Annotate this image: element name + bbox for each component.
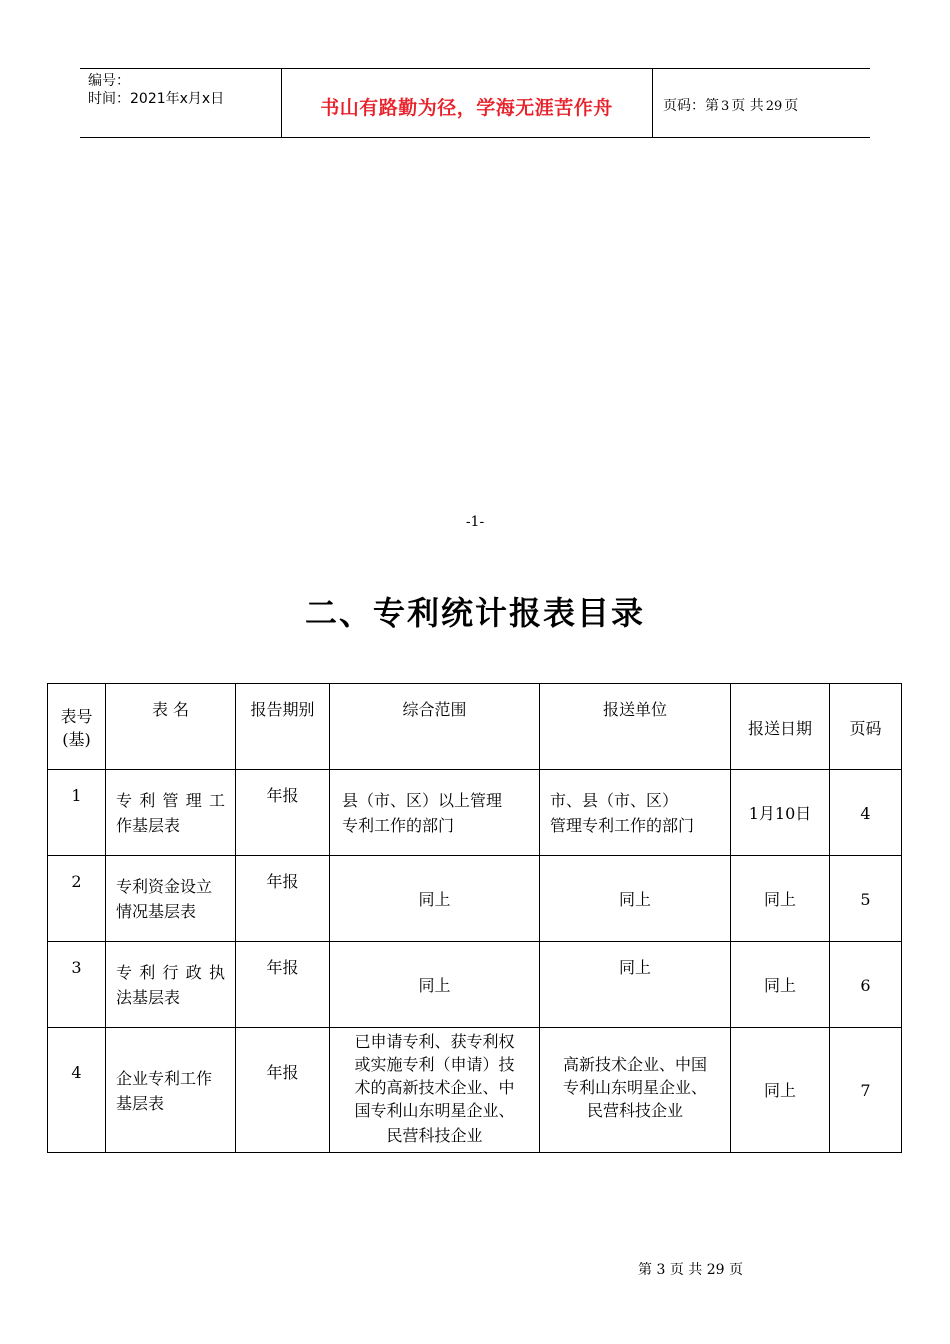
header-motto: 书山有路勤为径，学海无涯苦作舟 xyxy=(320,97,613,119)
page-number-mark: -1- xyxy=(465,514,485,530)
row-scope-cont: 专利工作的部门 xyxy=(342,816,455,835)
footer-mid: 页 共 xyxy=(669,1262,703,1278)
row-submission-date: 1月10日 xyxy=(748,804,812,823)
header-meta-cell xyxy=(80,69,282,137)
header-motto-cell xyxy=(281,69,653,137)
row-page: 6 xyxy=(860,976,871,995)
header-table-name xyxy=(106,684,236,770)
header-table-no xyxy=(48,684,106,770)
header-page-current: 3 xyxy=(721,99,730,114)
row-submitting-unit-cont: 管理专利工作的部门 xyxy=(550,816,695,835)
row-scope: 同上 xyxy=(418,890,451,909)
row-table-name-cont: 基层表 xyxy=(116,1094,165,1113)
row-submission-date: 同上 xyxy=(763,1081,796,1100)
row-number: 2 xyxy=(71,872,82,891)
page-footer xyxy=(638,1259,743,1279)
row-table-name: 专利行政执 xyxy=(116,963,225,982)
row-submitting-unit: 市、县（市、区） xyxy=(550,791,679,810)
row-submitting-unit: 同上 xyxy=(618,890,651,909)
row-number: 4 xyxy=(71,1063,82,1082)
header-submitting-unit xyxy=(540,684,731,770)
table-row xyxy=(48,1028,902,1153)
header-page xyxy=(830,684,902,770)
row-table-name-cont: 法基层表 xyxy=(116,988,181,1007)
row-scope: 已申请专利、获专利权 xyxy=(354,1032,515,1051)
row-scope-cont: 术的高新技术企业、中 xyxy=(354,1078,515,1097)
header-table-no-line2: (基) xyxy=(62,730,91,749)
row-scope-cont: 民营科技企业 xyxy=(386,1126,483,1145)
row-report-period: 年报 xyxy=(266,958,299,977)
row-scope-cont: 或实施专利（申请）技 xyxy=(354,1055,515,1074)
header-scope xyxy=(330,684,540,770)
row-number: 1 xyxy=(71,786,82,805)
table-row xyxy=(48,942,902,1028)
table-row xyxy=(48,770,902,856)
row-submitting-unit: 高新技术企业、中国 xyxy=(562,1055,707,1074)
header-page-prefix: 页码：第 xyxy=(663,98,719,114)
row-report-period: 年报 xyxy=(266,786,299,805)
document-time-label: 时间：2021年x月x日 xyxy=(88,91,225,107)
header-submission-date xyxy=(731,684,830,770)
row-number: 3 xyxy=(71,958,82,977)
header-page-mid: 页 共 xyxy=(731,98,764,114)
header-page-text: 页码 xyxy=(849,719,882,738)
row-report-period: 年报 xyxy=(266,872,299,891)
row-report-period: 年报 xyxy=(266,1063,299,1082)
page-header xyxy=(80,68,870,138)
header-table-no-line1: 表号 xyxy=(60,707,93,726)
table-header-row xyxy=(48,684,902,770)
header-report-period xyxy=(236,684,330,770)
row-submitting-unit-cont: 专利山东明星企业、 xyxy=(562,1078,707,1097)
header-page-cell xyxy=(653,69,870,137)
footer-suffix: 页 xyxy=(729,1262,744,1278)
row-page: 7 xyxy=(860,1081,871,1100)
row-scope-cont: 国专利山东明星企业、 xyxy=(354,1101,515,1120)
row-table-name: 专利资金设立 xyxy=(116,877,213,896)
document-number-label: 编号： xyxy=(88,73,130,89)
row-page: 5 xyxy=(860,890,871,909)
footer-prefix: 第 xyxy=(638,1262,652,1278)
header-table-name-text: 表 名 xyxy=(151,700,190,719)
header-submission-date-text: 报送日期 xyxy=(747,719,812,738)
row-submitting-unit: 同上 xyxy=(618,958,651,977)
footer-page-total: 29 xyxy=(706,1262,725,1278)
row-submission-date: 同上 xyxy=(763,890,796,909)
catalog-table xyxy=(47,683,902,1153)
row-scope: 同上 xyxy=(418,976,451,995)
row-table-name-cont: 作基层表 xyxy=(116,816,181,835)
footer-page-current: 3 xyxy=(656,1262,666,1278)
row-table-name: 企业专利工作 xyxy=(116,1069,213,1088)
header-report-period-text: 报告期别 xyxy=(250,700,315,719)
header-page-total: 29 xyxy=(765,99,783,114)
row-table-name: 专利管理工 xyxy=(116,791,225,810)
header-submitting-unit-text: 报送单位 xyxy=(602,700,667,719)
row-submission-date: 同上 xyxy=(763,976,796,995)
row-table-name-cont: 情况基层表 xyxy=(116,902,197,921)
header-page-suffix: 页 xyxy=(784,98,799,114)
page-title: 二、专利统计报表目录 xyxy=(304,594,645,632)
table-row xyxy=(48,856,902,942)
row-page: 4 xyxy=(860,804,871,823)
header-scope-text: 综合范围 xyxy=(402,700,467,719)
header-page-indicator xyxy=(663,95,798,115)
row-scope: 县（市、区）以上管理 xyxy=(342,791,503,810)
row-submitting-unit-cont: 民营科技企业 xyxy=(586,1101,683,1120)
